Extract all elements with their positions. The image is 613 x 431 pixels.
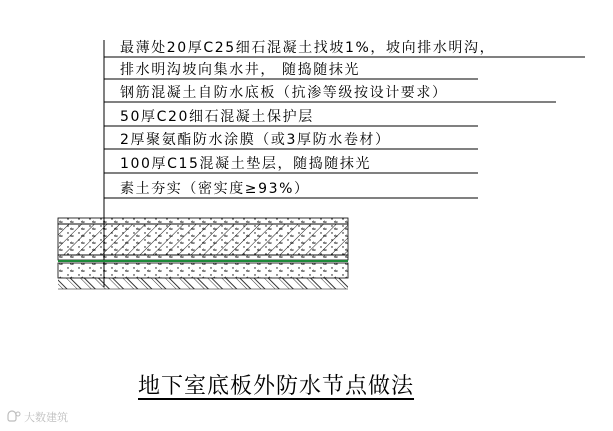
callout-rules [104, 57, 585, 198]
callout-5: 2厚聚氨酯防水涂膜（或3厚防水卷材） [120, 132, 391, 148]
watermark-icon [8, 411, 20, 421]
callout-2: 排水明沟坡向集水井， 随捣随抹光 [120, 62, 361, 78]
callout-6: 100厚C15混凝土垫层，随捣随抹光 [120, 156, 372, 172]
callout-3: 钢筋混凝土自防水底板（抗渗等级按设计要求） [120, 85, 448, 101]
protection-layer [58, 255, 348, 260]
screed-layer [58, 218, 348, 224]
watermark-text: 大数建筑 [24, 411, 68, 424]
callout-7: 素土夯实（密实度≥93%） [120, 181, 310, 197]
callout-1: 最薄处20厚C25细石混凝土找坡1%，坡向排水明沟， [120, 40, 496, 56]
cushion-layer [58, 263, 348, 278]
compacted-soil [58, 278, 348, 289]
callout-4: 50厚C20细石混凝土保护层 [120, 109, 314, 125]
page-title: 地下室底板外防水节点做法 [138, 374, 415, 399]
floor-section [58, 218, 348, 289]
